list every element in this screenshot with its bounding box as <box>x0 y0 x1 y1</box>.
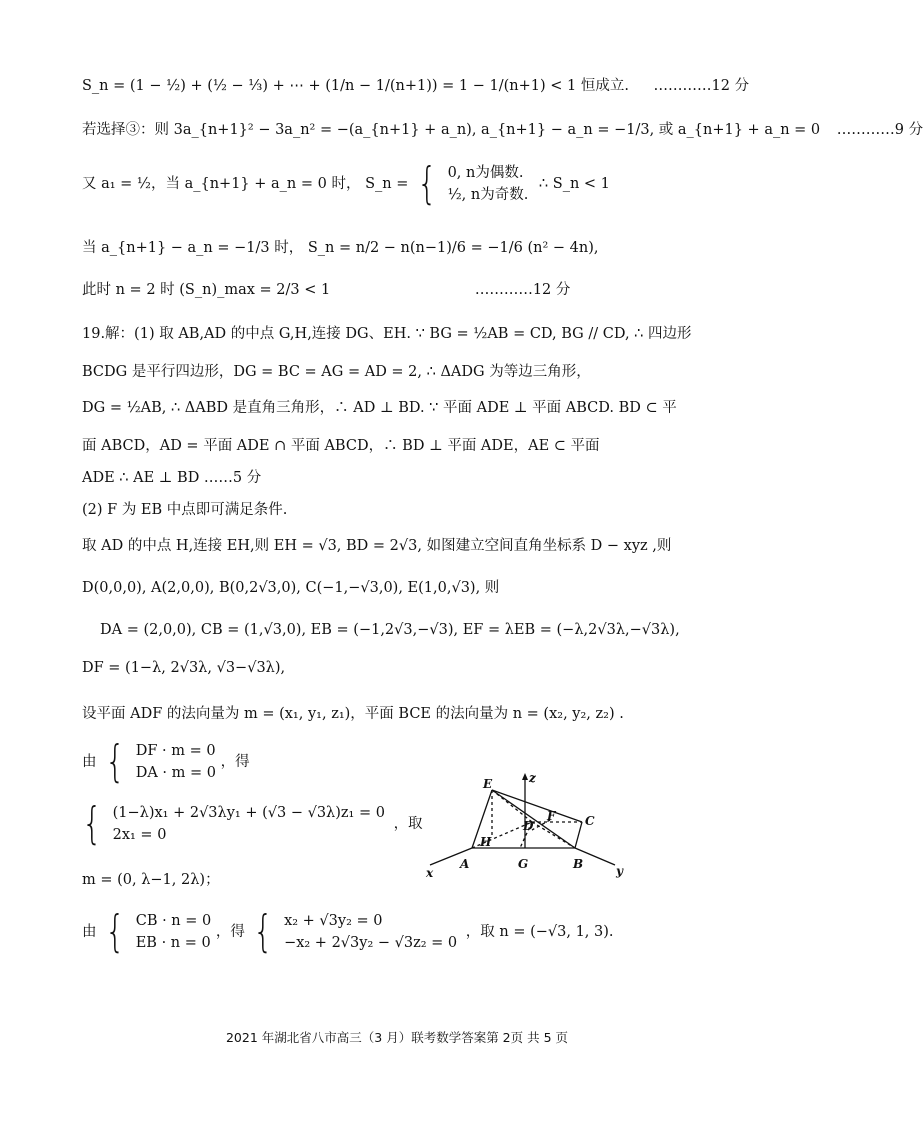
normal-m <box>82 872 220 889</box>
label-x: x <box>426 866 434 880</box>
problem-19-text: DG = ½AB, ∴ ΔABD 是直角三角形，∴ AD ⊥ BD. ∵ 平面 ADE ⊥ 平面 ABCD. BD ⊂ 平 <box>82 400 677 416</box>
score-marker: …………12 分 <box>653 78 750 94</box>
page-footer: 2021 年湖北省八市高三（3 月）联考数学答案第 2页 共 5 页 <box>225 1030 568 1045</box>
line-max <box>82 282 570 299</box>
equation: DF · m = 0 <box>135 743 216 759</box>
line-sum-telescoping <box>82 78 749 95</box>
max-text: 此时 n = 2 时 (S_n)_max = 2/3 < 1 <box>82 282 331 298</box>
normal-m-text: m = (0, λ−1, 2λ)； <box>82 872 220 888</box>
equation: x₂ + √3y₂ = 0 <box>284 913 383 929</box>
coordinate-setup <box>82 538 671 555</box>
line-choice-3 <box>82 122 923 139</box>
system-bce <box>82 906 614 958</box>
problem-19-text: 面 ABCD，AD = 平面 ADE ∩ 平面 ABCD，∴ BD ⊥ 平面 ADE，AE ⊂ 平面 <box>82 438 600 454</box>
score-marker: …………12 分 <box>474 282 571 298</box>
score-marker: …………9 分 <box>836 122 923 138</box>
coordinate-setup-text: 取 AD 的中点 H,连接 EH,则 EH = √3, BD = 2√3, 如图建立空间直角坐标系 D − xyz ,则 <box>82 538 672 554</box>
equation: −x₂ + 2√3y₂ − √3z₂ = 0 <box>284 935 458 952</box>
label-b: B <box>573 857 584 871</box>
problem-19-line3 <box>82 400 677 417</box>
problem-19-line5 <box>82 470 261 487</box>
vector-df-text: DF = (1−λ, 2√3λ, √3−√3λ), <box>82 660 286 676</box>
left-brace: { <box>82 798 102 850</box>
line-sum-formula <box>82 240 599 257</box>
normal-vectors <box>82 706 624 723</box>
label-d: D <box>523 819 534 833</box>
piecewise-cases <box>448 162 529 207</box>
problem-19-text: BCDG 是平行四边形，DG = BC = AG = AD = 2, ∴ ΔADG 为等边三角形， <box>82 364 591 380</box>
system-equations <box>284 910 457 955</box>
problem-19-line4 <box>82 438 600 455</box>
vector-list <box>100 622 680 639</box>
equation: DA · m = 0 <box>135 765 216 782</box>
sum-formula-text: 当 a_{n+1} − a_n = −1/3 时， S_n = n/2 − n(n−1)/6 = −1/6 (n² − 4n), <box>82 240 599 256</box>
system-mid: ，得 <box>215 923 245 940</box>
system-equations <box>113 802 385 847</box>
case-even: 0, n为偶数. <box>447 165 524 181</box>
system-tail: ，取 n = (−√3, 1, 3). <box>465 923 614 940</box>
left-brace: { <box>105 906 125 958</box>
left-brace: { <box>105 736 125 788</box>
problem-19-text: 19.解：(1) 取 AB,AD 的中点 G,H,连接 DG、EH. ∵ BG = ½AB = CD, BG // CD, ∴ 四边形 <box>82 326 692 342</box>
label-a: A <box>460 857 470 871</box>
equation: CB · n = 0 <box>135 913 212 929</box>
left-brace: { <box>253 906 274 958</box>
point-coordinates-text: D(0,0,0), A(2,0,0), B(0,2√3,0), C(−1,−√3,0), E(1,0,√3), 则 <box>82 580 500 596</box>
piecewise-conclusion: ∴ S_n < 1 <box>538 175 610 192</box>
system-tail: ，得 <box>220 753 250 770</box>
label-h: H <box>480 835 492 849</box>
point-coordinates <box>82 580 499 597</box>
problem-19-text: ADE ∴ AE ⊥ BD ……5 分 <box>82 470 262 486</box>
label-g: G <box>518 857 529 871</box>
vector-df <box>82 660 285 677</box>
system-tail: ，取 <box>393 815 423 832</box>
label-z: z <box>529 771 536 785</box>
normal-vectors-text: 设平面 ADF 的法向量为 m = (x₁, y₁, z₁)，平面 BCE 的法向量为 n = (x₂, y₂, z₂) . <box>82 706 624 722</box>
piecewise-lead: 又 a₁ = ½，当 a_{n+1} + a_n = 0 时， S_n = <box>82 175 409 192</box>
equation: (1−λ)x₁ + 2√3λy₁ + (√3 − √3λ)z₁ = 0 <box>112 805 385 821</box>
system-equations <box>136 740 216 785</box>
left-brace: { <box>417 158 437 210</box>
system-equations <box>136 910 212 955</box>
choice-3-text: 若选择③：则 3a_{n+1}² − 3a_n² = −(a_{n+1} + a_n), a_{n+1} − a_n = −1/3, 或 a_{n+1} + a_n = 0 <box>82 122 821 138</box>
label-f: F <box>547 809 556 823</box>
system-lead: 由 <box>82 753 97 770</box>
system-adf <box>82 736 250 788</box>
system-adf-expanded <box>78 798 423 850</box>
problem-19-line1 <box>82 326 692 343</box>
pyramid-diagram <box>420 770 630 885</box>
line-piecewise-sum <box>82 158 610 210</box>
label-c: C <box>585 814 595 828</box>
label-y: y <box>616 864 623 878</box>
problem-19-line2 <box>82 364 591 381</box>
part-2-statement <box>82 502 287 519</box>
geometry-figure <box>420 770 630 889</box>
equation: EB · n = 0 <box>135 935 211 952</box>
equation: 2x₁ = 0 <box>112 827 167 844</box>
part-2-text: (2) F 为 EB 中点即可满足条件. <box>82 502 288 518</box>
system-lead: 由 <box>82 923 97 940</box>
label-e: E <box>483 777 493 791</box>
vector-list-text: DA = (2,0,0), CB = (1,√3,0), EB = (−1,2√3,−√3), EF = λEB = (−λ,2√3λ,−√3λ), <box>100 622 680 638</box>
case-odd: ½, n为奇数. <box>447 187 529 204</box>
sum-formula: S_n = (1 − ½) + (½ − ⅓) + ⋯ + (1/n − 1/(n+1)) = 1 − 1/(n+1) < 1 恒成立. <box>82 78 629 94</box>
